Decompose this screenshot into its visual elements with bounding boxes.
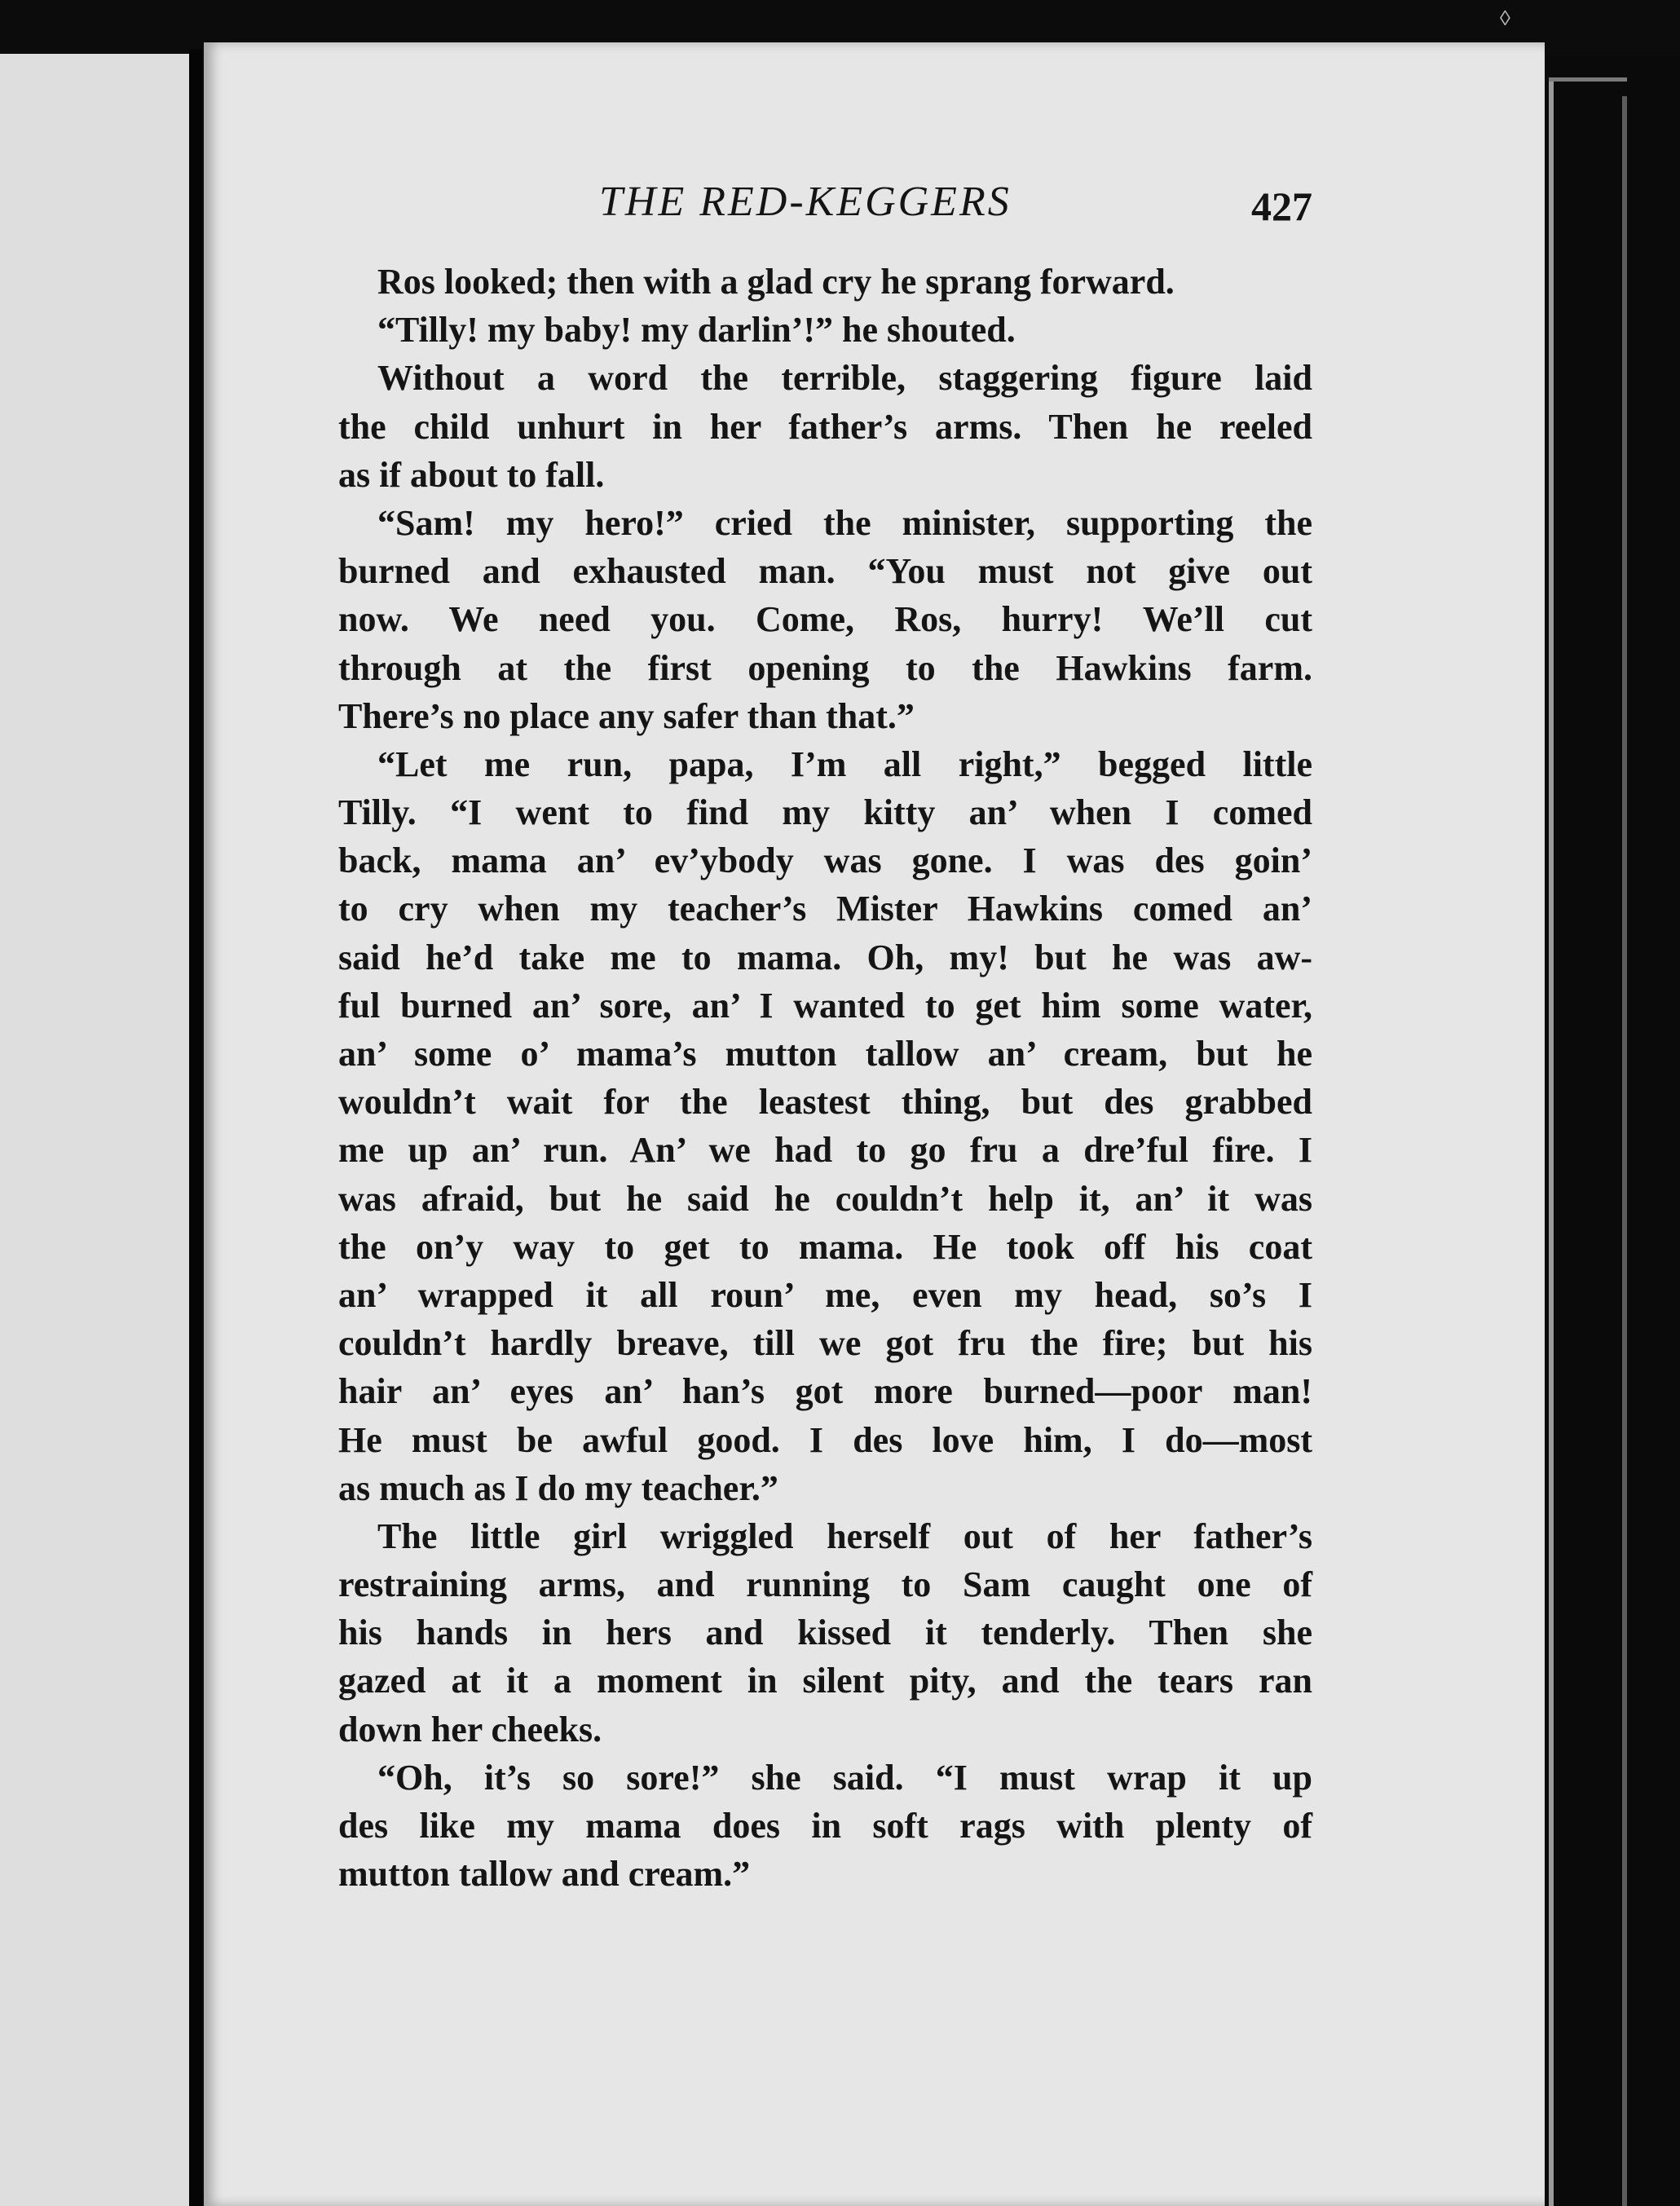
text-line: was afraid, but he said he couldn’t help it, an’ it was <box>338 1178 1312 1219</box>
scan-speck: ◊ <box>1500 7 1510 30</box>
cover-edge-line <box>1549 77 1554 2206</box>
text-line: to cry when my teacher’s Mister Hawkins comed an’ <box>338 889 1312 929</box>
paragraph <box>338 258 1312 306</box>
paragraph <box>338 1754 1312 1899</box>
text-line: “Oh, it’s so sore!” she said. “I must wrap it up <box>377 1757 1312 1798</box>
text-line: hair an’ eyes an’ han’s got more burned—poor man! <box>338 1371 1312 1412</box>
gutter-shadow <box>189 49 202 2206</box>
text-line: now. We need you. Come, Ros, hurry! We’ll cut <box>338 599 1312 640</box>
page-header <box>338 178 1312 235</box>
paragraph <box>338 740 1312 1512</box>
text-line: Without a word the terrible, staggering figure laid <box>377 358 1312 399</box>
text-line: mutton tallow and cream.” <box>338 1854 751 1895</box>
text-line: restraining arms, and running to Sam caught one of <box>338 1564 1312 1605</box>
text-line: said he’d take me to mama. Oh, my! but he was aw- <box>338 937 1312 977</box>
cover-edge-line <box>1549 77 1627 82</box>
text-line: “Sam! my hero!” cried the minister, supporting the <box>377 502 1312 543</box>
paragraph <box>338 306 1312 354</box>
text-line: Tilly. “I went to find my kitty an’ when I comed <box>338 792 1312 833</box>
text-line: an’ wrapped it all roun’ me, even my head, so’s I <box>338 1274 1312 1315</box>
paragraph <box>338 1512 1312 1754</box>
paragraph <box>338 354 1312 499</box>
text-line: couldn’t hardly breave, till we got fru the fire; but his <box>338 1323 1312 1364</box>
text-line: des like my mama does in soft rags with plenty of <box>338 1806 1312 1846</box>
text-line: “Let me run, papa, I’m all right,” begged little <box>377 743 1312 784</box>
book-cover-edge <box>1546 57 1680 2206</box>
text-line: an’ some o’ mama’s mutton tallow an’ cream, but he <box>338 1034 1312 1074</box>
cover-edge-line <box>1622 96 1627 2206</box>
body-text <box>338 258 1312 1898</box>
text-line: He must be awful good. I des love him, I do—most <box>338 1419 1312 1460</box>
text-line: burned and exhausted man. “You must not give out <box>338 551 1312 592</box>
text-line: Ros looked; then with a glad cry he sprang forward. <box>377 262 1175 302</box>
text-line: as if about to fall. <box>338 454 605 495</box>
text-line: his hands in hers and kissed it tenderly. Then she <box>338 1613 1312 1653</box>
text-line: ful burned an’ sore, an’ I wanted to get him some water, <box>338 985 1312 1026</box>
text-line: the child unhurt in her father’s arms. Then he reeled <box>338 406 1312 447</box>
paragraph <box>338 499 1312 740</box>
page-number: 427 <box>1251 183 1312 229</box>
text-line: the on’y way to get to mama. He took off his coat <box>338 1226 1312 1267</box>
text-line: through at the first opening to the Hawkins farm. <box>338 647 1312 688</box>
text-line: There’s no place any safer than that.” <box>338 695 915 736</box>
text-line: as much as I do my teacher.” <box>338 1467 778 1508</box>
text-line: me up an’ run. An’ we had to go fru a dre’ful fire. I <box>338 1130 1312 1171</box>
text-line: wouldn’t wait for the leastest thing, but des grabbed <box>338 1082 1312 1123</box>
text-line: gazed at it a moment in silent pity, and the tears ran <box>338 1661 1312 1701</box>
facing-page <box>0 54 189 2206</box>
text-line: The little girl wriggled herself out of her father’s <box>377 1516 1312 1556</box>
text-line: back, mama an’ ev’ybody was gone. I was des goin’ <box>338 840 1312 881</box>
text-line: “Tilly! my baby! my darlin’!” he shouted. <box>377 310 1016 351</box>
text-line: down her cheeks. <box>338 1709 602 1749</box>
running-title: THE RED-KEGGERS <box>599 179 1012 225</box>
